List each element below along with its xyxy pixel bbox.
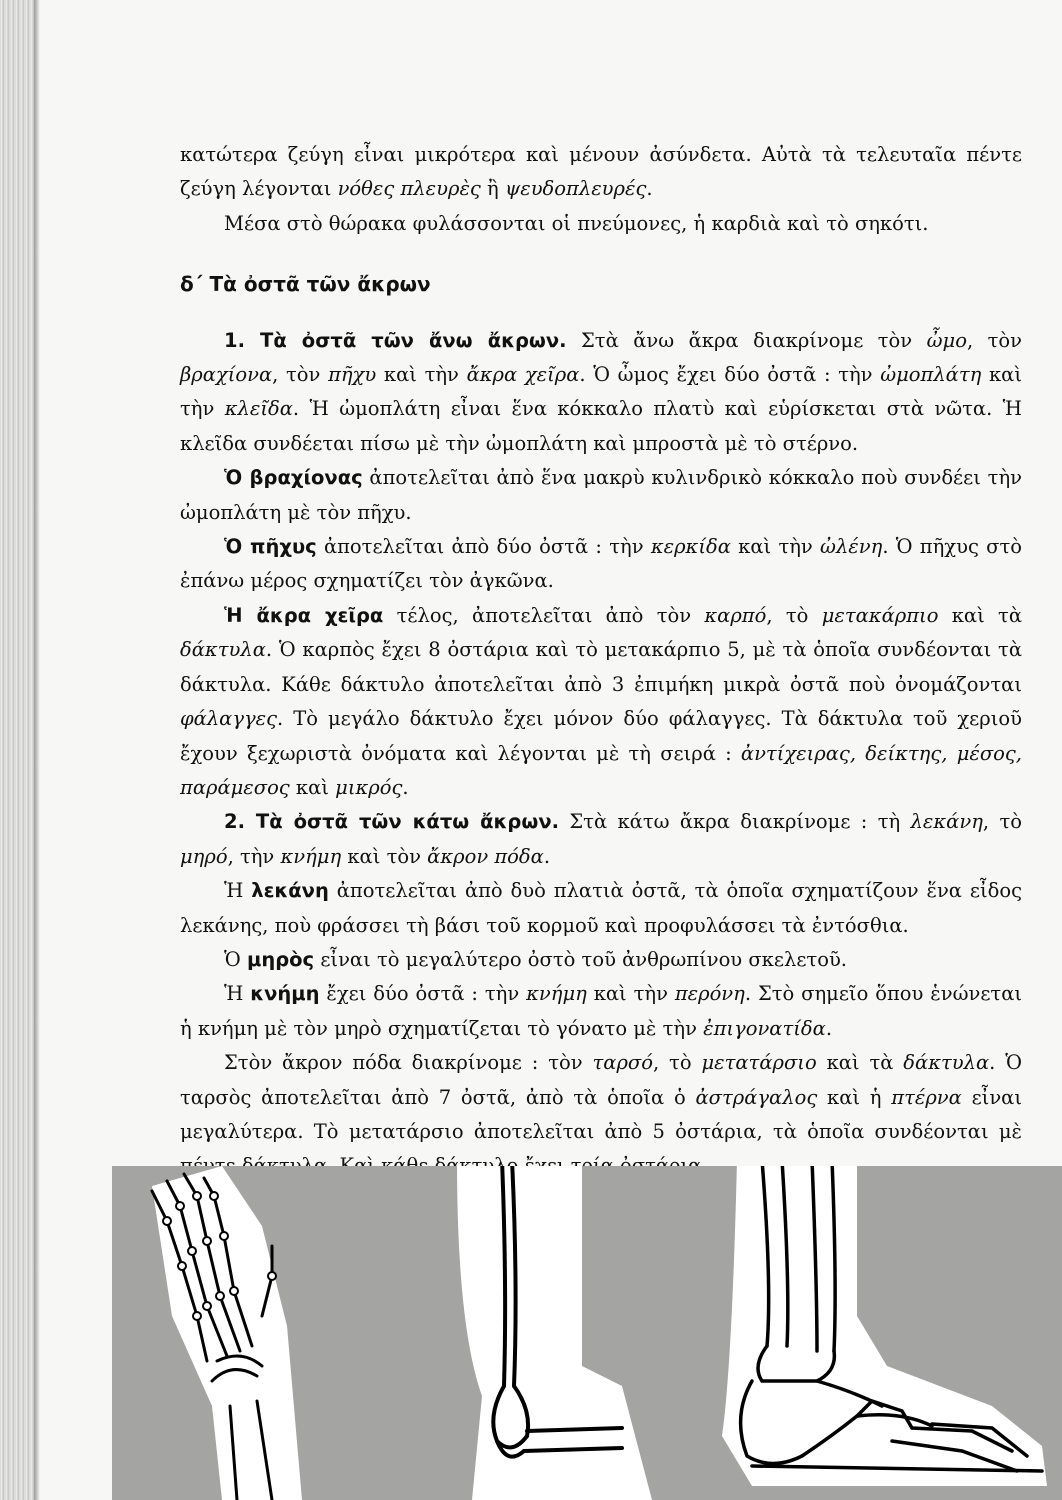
- paragraph-femur: Ὁ μηρὸς εἶναι τὸ μεγαλύτερο ὀστὸ τοῦ ἀνθρωπίνου σκελετοῦ.: [224, 947, 848, 971]
- paragraph-tibia: Ἡ κνήμη ἔχει δύο ὀστᾶ : τὴν κνήμη καὶ τὴν περόνη. Στὸ σημεῖο ὅπου ἑνώνεται ἡ κνήμη μὲ τὸν μηρὸ σχηματίζεται τὸ γόνατο μὲ τὴν ἐπιγονατίδα.: [180, 982, 1023, 1040]
- elbow-joint-illustration: [457, 1166, 652, 1500]
- paragraph-humerus: Ὁ βραχίονας ἀποτελεῖται ἀπὸ ἕνα μακρὺ κυλινδρικὸ κόκκαλο ποὺ συνδέει τὴν ὠμοπλάτη μὲ τὸν πῆχυ.: [180, 466, 1022, 524]
- foot-skeleton-illustration: [722, 1166, 1047, 1486]
- paragraph-lower-limbs: 2. Τὰ ὀστᾶ τῶν κάτω ἄκρων. Στὰ κάτω ἄκρα διακρίνομε : τὴ λεκάνη, τὸ μηρό, τὴν κνήμη καὶ τὸν ἄκρον πόδα.: [180, 810, 1022, 868]
- paragraph-false-ribs: κατώτερα ζεύγη εἶναι μικρότερα καὶ μένουν ἀσύνδετα. Αὐτὰ τὰ τελευταῖα πέντε ζεύγη λέγονται νόθες πλευρὲς ἢ ψευδοπλευρές.: [180, 143, 1022, 201]
- paragraph-pelvis: Ἡ λεκάνη ἀποτελεῖται ἀπὸ δυὸ πλατιὰ ὀστᾶ, τὰ ὁποῖα σχηματίζουν ἕνα εἶδος λεκάνης, ποὺ φράσσει τὴ βάσι τοῦ κορμοῦ καὶ προφυλάσσει τὰ ἐντόσθια.: [180, 879, 1022, 937]
- paragraph-thorax: Μέσα στὸ θώρακα φυλάσσονται οἱ πνεύμονες, ἡ καρδιὰ καὶ τὸ σηκότι.: [224, 211, 929, 235]
- bone-illustrations: [112, 1166, 1062, 1500]
- section-heading: δ΄ Τὰ ὀστᾶ τῶν ἄκρων: [180, 272, 431, 297]
- bone-illustrations-panel: [112, 1166, 1062, 1500]
- paragraph-hand: Ἡ ἄκρα χεῖρα τέλος, ἀποτελεῖται ἀπὸ τὸν καρπό, τὸ μετακάρπιο καὶ τὰ δάκτυλα. Ὁ καρπὸς ἔχει 8 ὀστάρια καὶ τὸ μετακάρπιο 5, μὲ τὰ ὁποῖα συνδέονται τὰ δάκτυλα. Κάθε δάκτυλο ἀποτελεῖται ἀπὸ 3 ἐπιμήκη μικρὰ ὀστᾶ ποὺ ὀνομάζονται φάλαγγες. Τὸ μεγάλο δάκτυλο ἔχει μόνον δύο φάλαγγες. Τὰ δάκτυλα τοῦ χεριοῦ ἔχουν ξεχωριστὰ ὀνόματα καὶ λέγονται μὲ τὴ σειρά : ἀντίχειρας, δείκτης, μέσος, παράμεσος καὶ μικρός.: [180, 603, 1023, 799]
- paragraph-forearm: Ὁ πῆχυς ἀποτελεῖται ἀπὸ δύο ὀστᾶ : τὴν κερκίδα καὶ τὴν ὠλένη. Ὁ πῆχυς στὸ ἐπάνω μέρος σχηματίζει τὸν ἀγκῶνα.: [180, 535, 1023, 593]
- book-page-edges: [0, 0, 34, 1500]
- paragraph-upper-limbs: 1. Τὰ ὀστᾶ τῶν ἄνω ἄκρων. Στὰ ἄνω ἄκρα διακρίνομε τὸν ὦμο, τὸν βραχίονα, τὸν πῆχυ καὶ τὴν ἄκρα χεῖρα. Ὁ ὦμος ἔχει δύο ὀστᾶ : τὴν ὠμοπλάτη καὶ τὴν κλεῖδα. Ἡ ὠμοπλάτη εἶναι ἕνα κόκκαλο πλατὺ καὶ εὑρίσκεται στὰ νῶτα. Ἡ κλεῖδα συνδέεται πίσω μὲ τὴν ὠμοπλάτη καὶ μπροστὰ μὲ τὸ στέρνο.: [180, 328, 1023, 455]
- paragraph-foot: Στὸν ἄκρον πόδα διακρίνομε : τὸν ταρσό, τὸ μετατάρσιο καὶ τὰ δάκτυλα. Ὁ ταρσὸς ἀποτελεῖται ἀπὸ 7 ὀστᾶ, ἀπὸ τὰ ὁποῖα ὁ ἀστράγαλος καὶ ἡ πτέρνα εἶναι μεγαλύτερα. Τὸ μετατάρσιο ἀποτελεῖται ἀπὸ 5 ὀστάρια, τὰ ὁποῖα συνδέονται μὲ: [180, 1051, 1022, 1143]
- hand-skeleton-illustration: [152, 1166, 302, 1500]
- main-text: [180, 138, 1022, 1184]
